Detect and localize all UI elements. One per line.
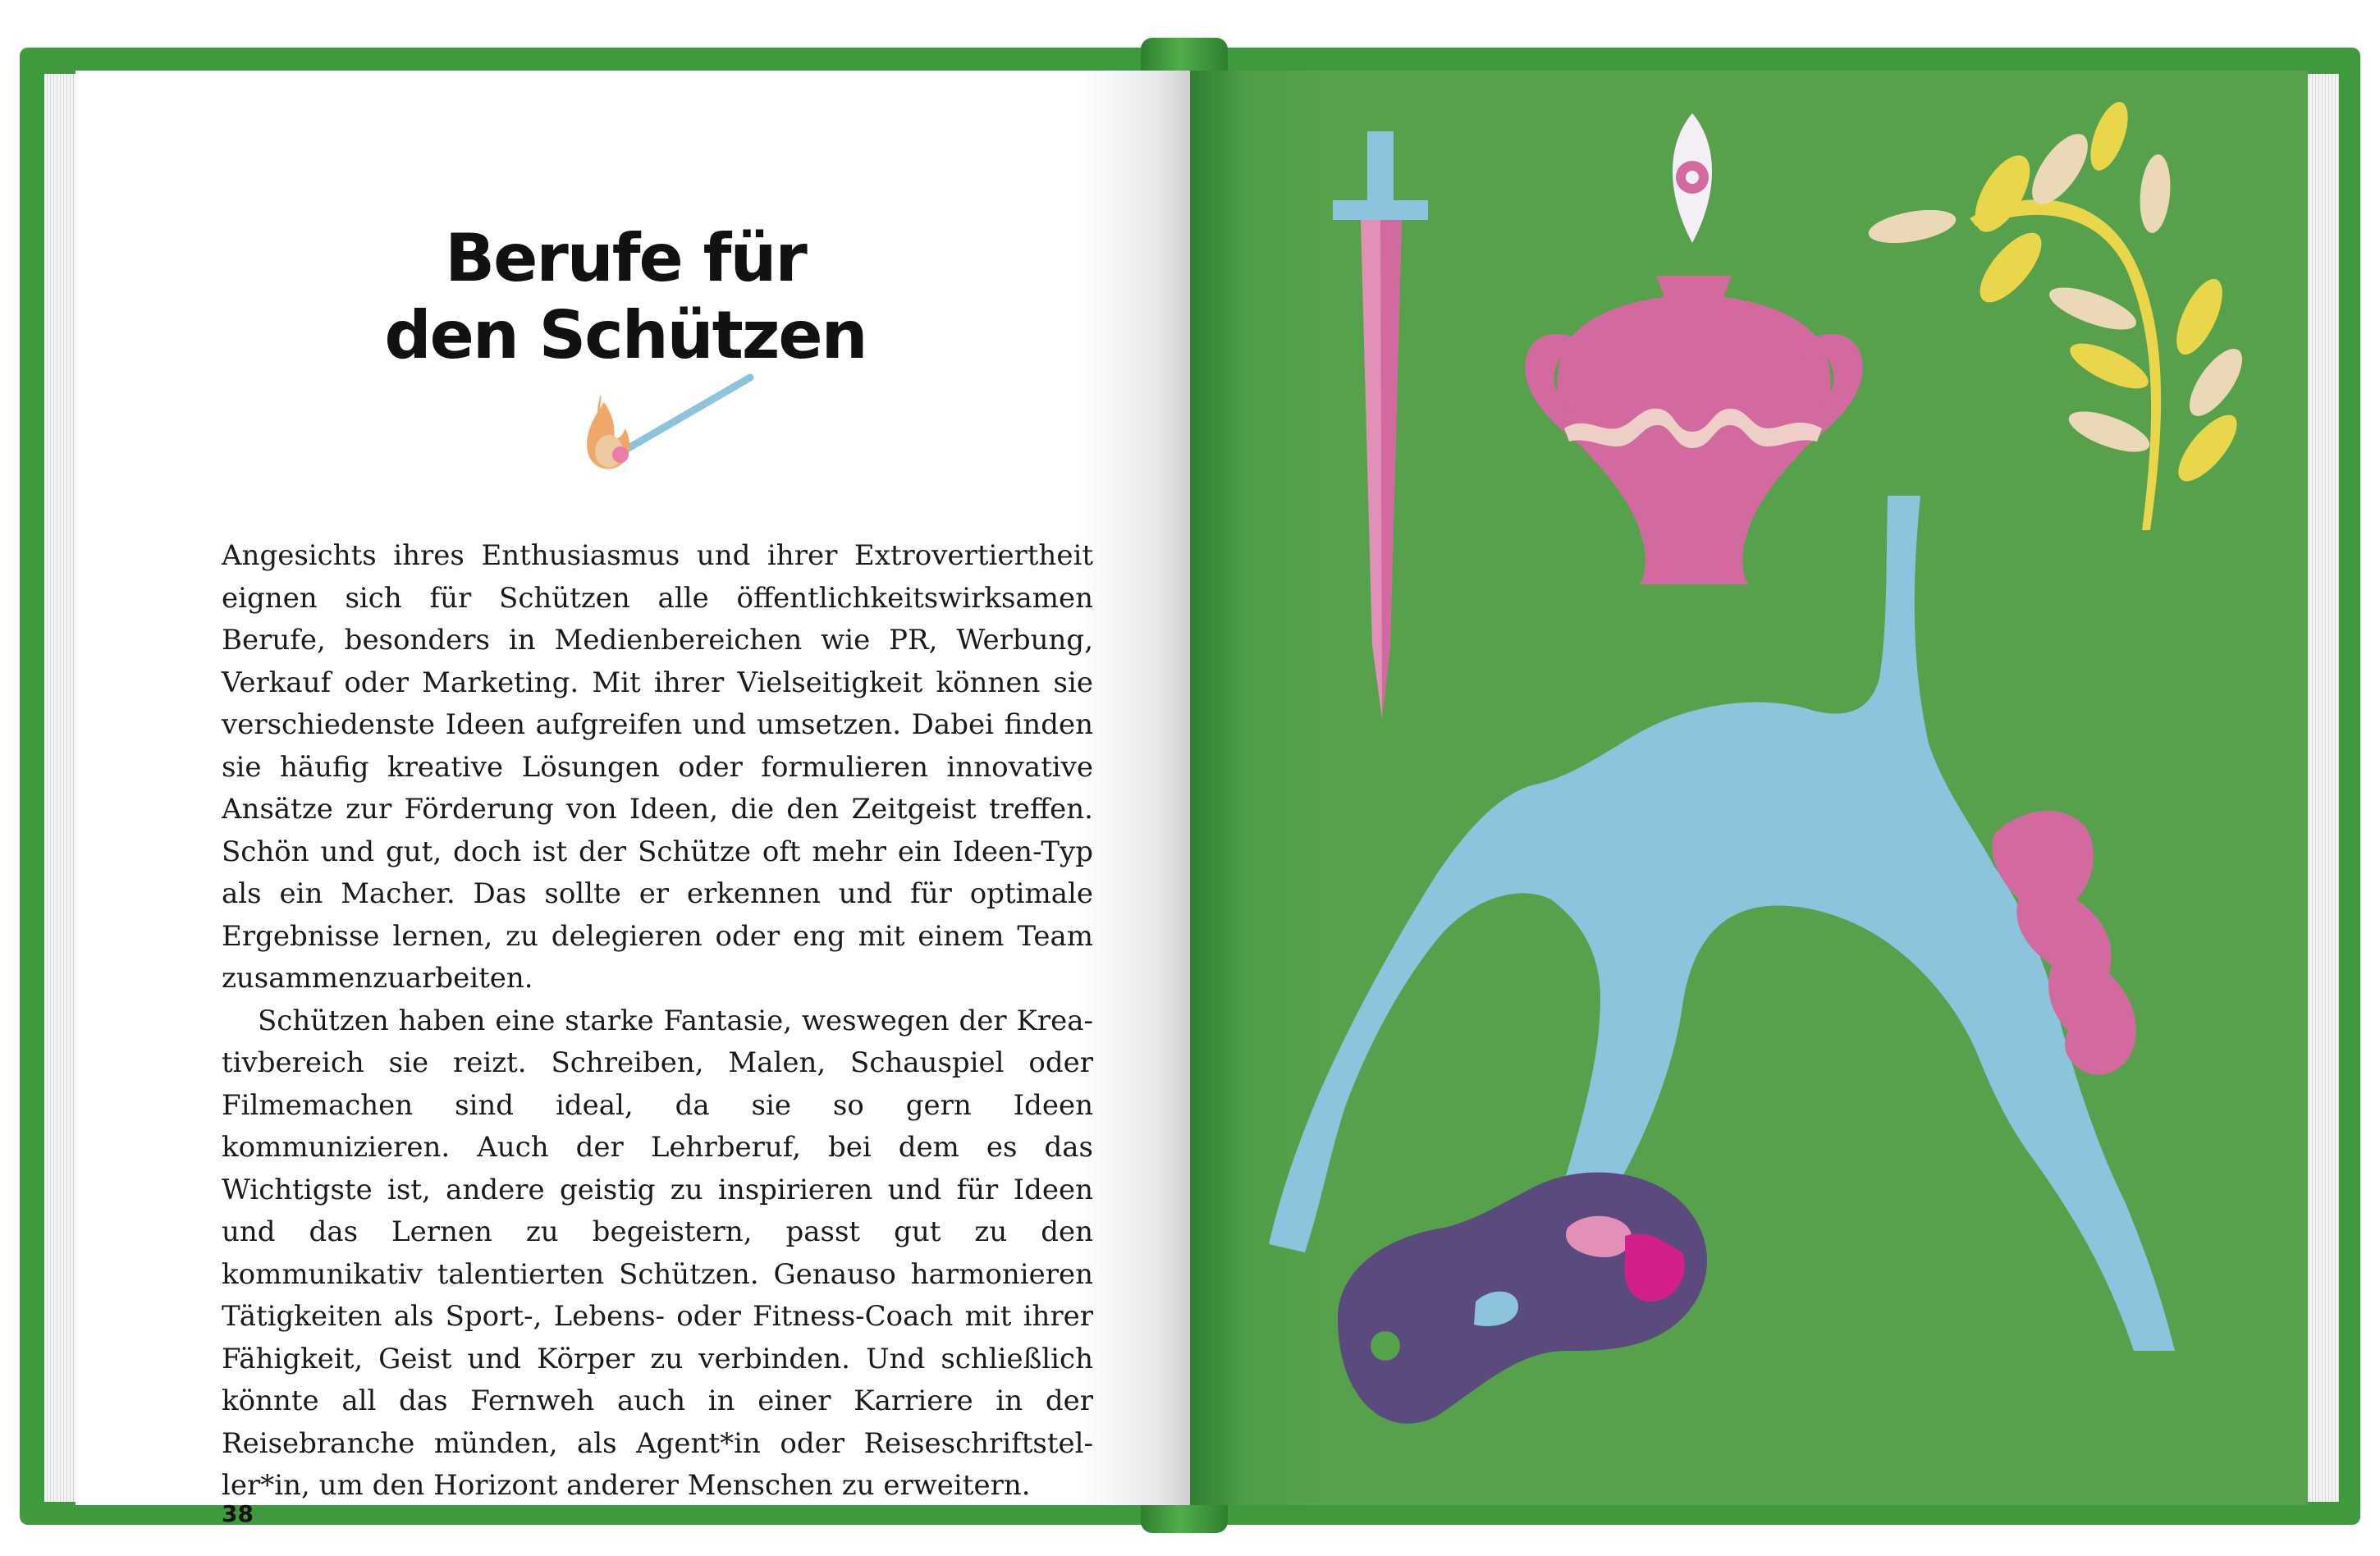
paragraph-1: Angesichts ihres Enthusiasmus und ihrer Extrovertiertheit eignen sich für Schützen alle öffentlichkeitswirksamen Berufe, besonders in Medienbereichen wie PR, Werbung, Verkauf oder Marketing. Mit ihrer Vielseitigkeit können sie verschiedenste Ideen aufgreifen und umsetzen. Dabei finden sie häufig kreative Lösungen oder formulieren innovative Ansätze zur Förderung von Ideen, die den Zeitgeist treffen. Schön und gut, doch ist der Schütze oft mehr ein Ideen-Typ als ein Macher. Das sollte er erkennen und für optimale Ergebnisse lernen, zu delegieren oder eng mit einem Team zusammenzuarbeiten. [222,539,1093,995]
sagittarius-illustration [1190,71,2308,1505]
title-line-1: Berufe für [445,219,806,296]
dagger-icon [1333,131,1428,719]
left-page [76,71,1190,1527]
burning-match-icon [568,369,765,476]
amphora-icon [1525,276,1863,584]
bending-figure-illustration [1269,496,2175,1351]
olive-branch-icon [1866,97,2252,530]
page-title [151,220,1100,374]
right-page [1190,71,2308,1505]
eye-icon [1673,113,1712,243]
body-text [222,535,1093,1508]
title-line-2: den Schützen [384,296,867,373]
left-page-edges [44,74,77,1502]
right-page-edges [2306,74,2339,1502]
page-number: 38 [222,1500,254,1527]
paragraph-2: Schützen haben eine starke Fantasie, weswegen der Kreativbereich sie reizt. Schreiben, Malen, Schauspiel oder Filmemachen sind ideal, da sie so gern Ideen kommunizieren. Auch der Lehrberuf, bei dem es das Wichtigste ist, andere geistig zu inspirieren und für Ideen und das Lernen zu begeistern, passt gut zu den kommunikativ talentierten Schützen. Genauso harmonieren Tätigkeiten als Sport-, Lebens- oder Fitness-Coach mit ihrer Fähigkeit, Geist und Körper zu verbinden. Und schließlich könnte all das Fernweh auch in einer Karriere in der Reisebranche münden, als Agent*in oder Reiseschriftsteller*in, um den Horizont anderer Menschen zu erweitern. [222,1004,1093,1502]
purple-stone-icon [1338,1173,1707,1424]
